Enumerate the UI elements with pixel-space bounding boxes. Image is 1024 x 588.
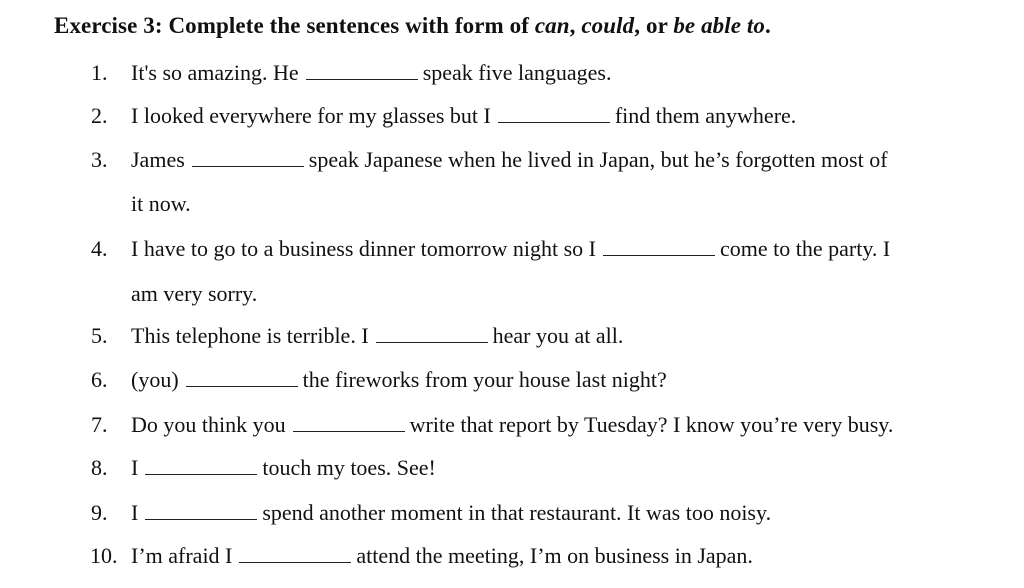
answer-blank[interactable] (145, 456, 257, 475)
title-be-able-to: be able to (673, 13, 766, 38)
item-number: 1. (91, 60, 108, 85)
item-sentence (131, 367, 667, 393)
item-number: 6. (91, 367, 108, 392)
answer-blank[interactable] (186, 368, 298, 387)
answer-blank[interactable] (293, 413, 405, 432)
item-sentence (131, 543, 753, 569)
item-sentence (131, 412, 893, 438)
sentence-start: (you) (131, 367, 179, 392)
answer-blank[interactable] (498, 104, 610, 123)
item-number: 4. (91, 236, 108, 261)
sentence-end: speak Japanese when he lived in Japan, but he’s forgotten most of (308, 147, 888, 172)
item-number: 2. (91, 103, 108, 128)
title-prefix: Exercise 3: Complete the sentences with form of (54, 13, 535, 38)
answer-blank[interactable] (603, 237, 715, 256)
item-number: 8. (91, 455, 108, 480)
sentence-continuation: am very sorry. (131, 281, 258, 306)
sentence-start: I (131, 500, 139, 525)
item-number: 3. (91, 147, 108, 172)
item-sentence (131, 60, 611, 86)
sentence-end: hear you at all. (492, 323, 624, 348)
title-could: could (581, 13, 635, 38)
answer-blank[interactable] (145, 501, 257, 520)
sentence-start: James (131, 147, 185, 172)
title-end: . (765, 13, 771, 38)
item-number: 10. (90, 543, 118, 568)
sentence-end: come to the party. I (720, 236, 891, 261)
sentence-end: touch my toes. See! (262, 455, 436, 480)
answer-blank[interactable] (239, 544, 351, 563)
title-separator-2: , or (634, 13, 674, 38)
item-sentence (131, 147, 888, 173)
item-number: 5. (91, 323, 108, 348)
sentence-start: I’m afraid I (131, 543, 233, 568)
sentence-end: speak five languages. (422, 60, 612, 85)
answer-blank[interactable] (192, 148, 304, 167)
item-number: 9. (91, 500, 108, 525)
sentence-start: This telephone is terrible. I (131, 323, 369, 348)
sentence-end: find them anywhere. (614, 103, 797, 128)
sentence-continuation: it now. (131, 191, 191, 216)
item-number: 7. (91, 412, 108, 437)
exercise-title (54, 13, 771, 39)
sentence-start: I looked everywhere for my glasses but I (131, 103, 491, 128)
item-sentence (131, 103, 796, 129)
title-can: can (534, 13, 570, 38)
sentence-start: It's so amazing. He (131, 60, 299, 85)
item-sentence (131, 236, 890, 262)
sentence-start: I have to go to a business dinner tomorrow night so I (131, 236, 596, 261)
sentence-end: the fireworks from your house last night? (302, 367, 667, 392)
answer-blank[interactable] (376, 324, 488, 343)
sentence-end: attend the meeting, I’m on business in Japan. (356, 543, 753, 568)
item-sentence (131, 455, 436, 481)
item-sentence (131, 323, 623, 349)
sentence-start: I (131, 455, 139, 480)
item-sentence (131, 500, 771, 526)
title-separator-1: , (569, 13, 582, 38)
sentence-end: spend another moment in that restaurant. It was too noisy. (262, 500, 772, 525)
sentence-start: Do you think you (131, 412, 286, 437)
sentence-end: write that report by Tuesday? I know you’re very busy. (409, 412, 894, 437)
answer-blank[interactable] (306, 61, 418, 80)
